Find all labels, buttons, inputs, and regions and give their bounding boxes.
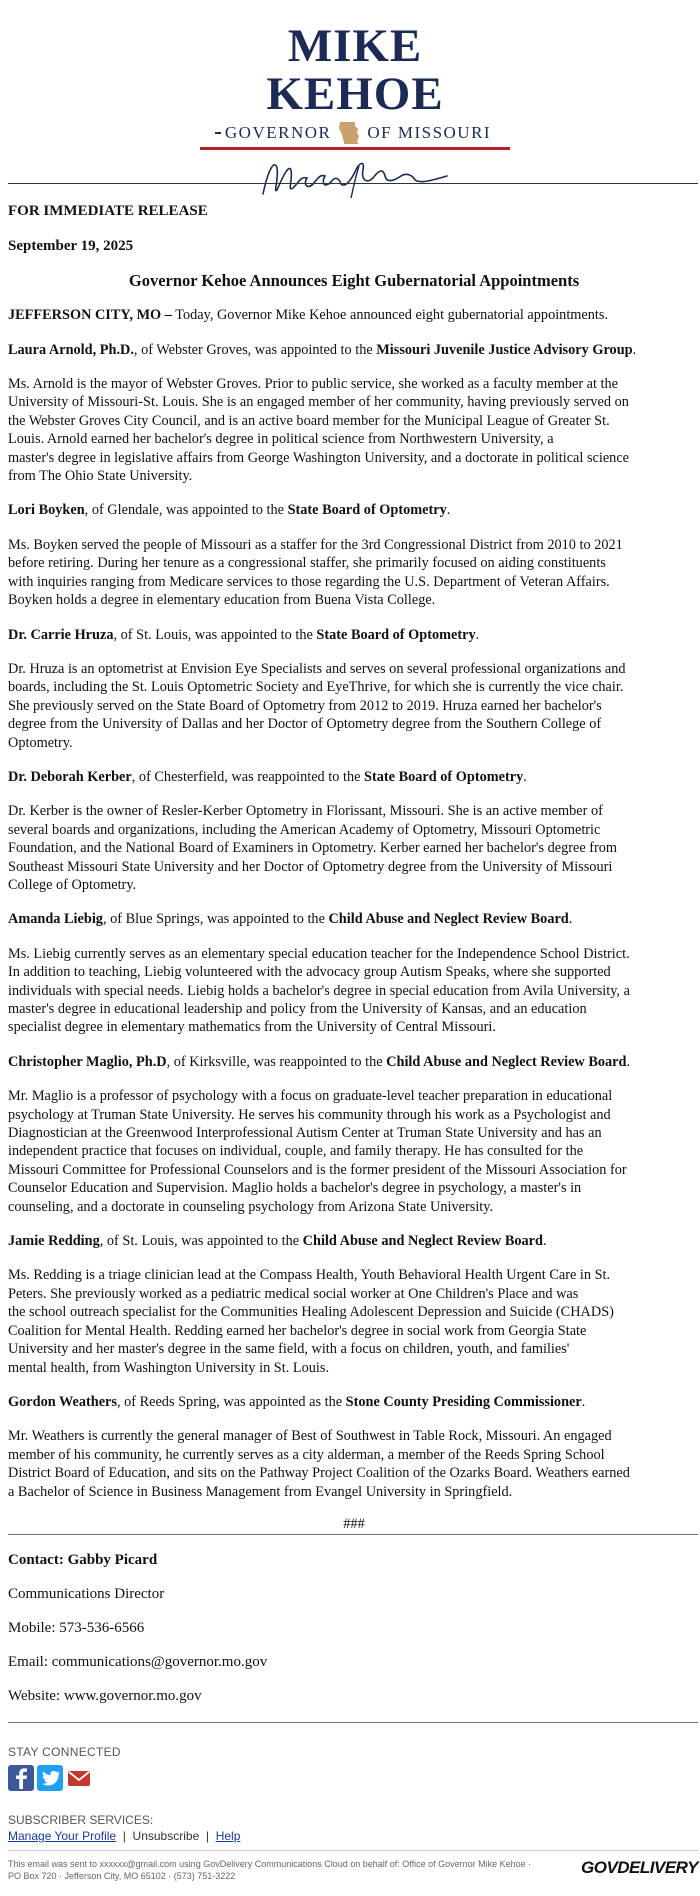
bio-line: master's degree in legislative affairs from George Washington University, and a doctorate in political science xyxy=(8,449,630,466)
period: . xyxy=(581,1393,586,1410)
bio-line: Mr. Maglio is a professor of psychology with a focus on graduate-level teacher preparation in educational xyxy=(8,1088,613,1105)
appointee-name: Laura Arnold, Ph.D. xyxy=(8,341,134,358)
contact-divider-top xyxy=(8,1534,698,1535)
dateline: JEFFERSON CITY, MO – xyxy=(8,307,172,324)
period: . xyxy=(542,1233,547,1250)
release-date: September 19, 2025 xyxy=(8,238,134,255)
stay-connected-label: STAY CONNECTED xyxy=(8,1745,121,1759)
appointment-announcement xyxy=(8,1053,700,1071)
bio-line: Mr. Weathers is currently the general manager of Best of Southwest in Table Rock, Missouri. An engaged xyxy=(8,1428,612,1445)
bio-line: psychology at Truman State University. He serves his community through his work as a Psychologist and xyxy=(8,1106,611,1123)
appointment-text: , of Reeds Spring, was appointed as the xyxy=(116,1393,346,1410)
logo-subtitle xyxy=(200,120,510,146)
email-icon[interactable] xyxy=(66,1765,92,1791)
missouri-state-icon xyxy=(338,120,360,146)
bio-line: before retiring. During her tenure as a congressional staffer, she primarily focused on aiding constituents xyxy=(8,555,606,572)
period: . xyxy=(446,502,451,519)
appointee-bio xyxy=(8,660,700,752)
bio-line: Foundation, and the National Board of Examiners in Optometry. Kerber earned her bachelor's degree from xyxy=(8,840,618,857)
link-divider: | xyxy=(122,1829,126,1843)
logo-name: MIKE KEHOE xyxy=(266,20,444,120)
appointment-text: , of Glendale, was appointed to the xyxy=(84,502,288,519)
contact-website: Website: www.governor.mo.gov xyxy=(8,1688,202,1704)
bio-line: Diagnostician at the Greenwood Interprofessional Autism Center at Truman State University and has an xyxy=(8,1125,602,1142)
appointee-bio xyxy=(8,802,700,894)
intro-paragraph xyxy=(8,306,700,324)
logo-of-missouri: OF MISSOURI xyxy=(367,123,492,142)
subscriber-links xyxy=(8,1829,240,1843)
bio-line: University of Missouri-St. Louis. She is an engaged member of her community, having previously served on xyxy=(8,394,629,411)
appointment-announcement xyxy=(8,501,700,519)
bio-line: specialist degree in elementary mathematics from the University of Central Missouri. xyxy=(8,1019,496,1036)
bio-line: Ms. Liebig currently serves as an elementary special education teacher for the Independence School District. xyxy=(8,945,630,962)
bio-line: the school outreach specialist for the Communities Healing Adolescent Depression and Suicide (CHADS) xyxy=(8,1304,614,1321)
contact-title: Communications Director xyxy=(8,1586,165,1602)
end-marker: ### xyxy=(343,1515,365,1532)
bio-line: Ms. Arnold is the mayor of Webster Groves. Prior to public service, she worked as a faculty member at the xyxy=(8,376,619,393)
appointee-name: Dr. Carrie Hruza xyxy=(8,626,114,643)
appointee-bio xyxy=(8,945,700,1037)
appointment-announcement xyxy=(8,626,700,644)
appointment-text: , of Webster Groves, was appointed to the xyxy=(133,341,377,358)
period: . xyxy=(475,626,480,643)
board-name: Child Abuse and Neglect Review Board xyxy=(328,911,569,928)
link-divider: | xyxy=(205,1829,210,1843)
board-name: Stone County Presiding Commissioner xyxy=(345,1393,582,1410)
contact-mobile: Mobile: 573-536-6566 xyxy=(8,1620,145,1636)
bio-line: several boards and organizations, including the American Academy of Optometry, Missouri Optometric xyxy=(8,821,601,838)
subscriber-services-label: SUBSCRIBER SERVICES: xyxy=(8,1813,154,1827)
bio-line: Missouri Committee for Professional Counselors and is the former president of the Missouri Association for xyxy=(8,1161,627,1178)
press-release-body xyxy=(8,200,700,1533)
logo-governor: GOVERNOR xyxy=(224,123,332,142)
bio-line: degree from the University of Dallas and her Doctor of Optometry degree from the Southern College of xyxy=(8,716,602,733)
appointment-announcement xyxy=(8,768,700,786)
appointee-name: Jamie Redding xyxy=(8,1233,100,1250)
bio-line: Dr. Hruza is an optometrist at Envision Eye Specialists and serves on several professional organizations and xyxy=(8,660,626,677)
appointment-text: , of St. Louis, was appointed to the xyxy=(99,1233,303,1250)
board-name: Child Abuse and Neglect Review Board xyxy=(386,1053,627,1070)
contact-name: Contact: Gabby Picard xyxy=(8,1552,158,1568)
bio-line: She previously served on the State Board of Optometry from 2012 to 2019. Hruza earned her bachelor's xyxy=(8,697,602,714)
unsubscribe-link[interactable]: Unsubscribe xyxy=(132,1829,200,1843)
bio-line: Dr. Kerber is the owner of Resler-Kerber Optometry in Florissant, Missouri. She is an active member of xyxy=(8,803,603,820)
intro-text: Today, Governor Mike Kehoe announced eight gubernatorial appointments. xyxy=(171,307,609,324)
appointee-name: Gordon Weathers xyxy=(8,1393,117,1410)
bio-line: master's degree in educational leadership and policy from the University of Kansas, and an education xyxy=(8,1001,587,1017)
facebook-icon[interactable] xyxy=(8,1765,34,1791)
contact-divider-bottom xyxy=(8,1722,698,1723)
appointee-name: Christopher Maglio, Ph.D xyxy=(8,1053,167,1070)
bio-line: mental health, from Washington University in St. Louis. xyxy=(8,1359,330,1376)
bio-line: Optometry. xyxy=(8,734,73,751)
appointee-bio xyxy=(8,1427,700,1501)
bio-line: Peters. She previously worked as a pediatric medical social worker at One Children's Place and was xyxy=(8,1285,579,1302)
govdelivery-logo[interactable]: GOVDELIVERY xyxy=(581,1858,698,1877)
board-name: Missouri Juvenile Justice Advisory Group xyxy=(376,341,633,358)
appointment-announcement xyxy=(8,341,700,359)
footer-divider xyxy=(8,1850,698,1851)
twitter-icon[interactable] xyxy=(37,1765,63,1791)
appointment-announcement xyxy=(8,1393,700,1411)
release-label: FOR IMMEDIATE RELEASE xyxy=(8,203,208,219)
bio-line: College of Optometry. xyxy=(8,876,137,893)
appointment-announcement xyxy=(8,910,700,928)
period: . xyxy=(626,1053,631,1070)
bio-line: Boyken holds a degree in elementary education from Buena Vista College. xyxy=(8,592,436,609)
period: . xyxy=(523,768,527,785)
bio-line: from The Ohio State University. xyxy=(8,468,193,485)
bio-line: member of his community, he currently serves as a city alderman, a member of the Reeds Spring School xyxy=(8,1446,605,1463)
contact-email: Email: communications@governor.mo.gov xyxy=(8,1654,268,1670)
board-name: State Board of Optometry xyxy=(364,768,524,785)
manage-profile-link[interactable]: Manage Your Profile xyxy=(8,1829,117,1843)
bio-line: Ms. Boyken served the people of Missouri as a staffer for the 3rd Congressional District from 2010 to 2021 xyxy=(8,536,623,553)
contact-block xyxy=(8,1552,267,1722)
release-headline: Governor Kehoe Announces Eight Gubernatorial Appointments xyxy=(128,270,580,290)
bio-line: Louis. Arnold earned her bachelor's degree in political science from Northwestern University, a xyxy=(8,431,554,448)
fine-print xyxy=(8,1858,531,1882)
bio-line: counseling, and a doctorate in counseling psychology from Arizona State University. xyxy=(8,1198,494,1215)
fine-print-line-2: PO Box 720 · Jefferson City, MO 65102 · (573) 751-3222 xyxy=(8,1871,236,1881)
bio-line: District Board of Education, and sits on the Pathway Project Coalition of the Ozarks Board. Weathers earned xyxy=(8,1465,630,1482)
period: . xyxy=(568,911,573,928)
bio-line: University and her master's degree in the same field, with a focus on children, youth, and families' xyxy=(8,1341,570,1358)
appointee-name: Lori Boyken xyxy=(8,502,85,519)
bio-line: with inquiries ranging from Medicare services to those regarding the U.S. Department of Veteran Affairs. xyxy=(8,573,610,590)
board-name: State Board of Optometry xyxy=(316,626,476,643)
header-divider xyxy=(8,183,698,184)
bio-line: Ms. Redding is a triage clinician lead at the Compass Health, Youth Behavioral Health Urgent Care in St. xyxy=(8,1267,611,1284)
appointee-name: Amanda Liebig xyxy=(8,911,103,928)
bio-line: individuals with special needs. Liebig holds a bachelor's degree in special education from Avila University, a xyxy=(8,982,630,999)
period: . xyxy=(632,341,637,358)
bio-line: independent practice that focuses on individual, couple, and family therapy. He has consulted for the xyxy=(8,1143,584,1160)
appointee-name: Dr. Deborah Kerber xyxy=(8,768,132,785)
appointment-text: , of Kirksville, was reappointed to the xyxy=(166,1053,387,1070)
fine-print-line-1: This email was sent to xxxxxx@gmail.com using GovDelivery Communications Cloud on behalf of: Office of Governor Mike Kehoe · xyxy=(8,1859,532,1869)
social-links xyxy=(8,1765,240,1791)
bio-line: a Bachelor of Science in Business Management from Evangel University in Springfield. xyxy=(8,1483,513,1500)
bio-line: Counselor Education and Supervision. Maglio holds a bachelor's degree in psychology, a master's in xyxy=(8,1180,582,1197)
governor-signature xyxy=(255,154,455,202)
subscriber-footer xyxy=(8,1745,240,1843)
bio-line: the Webster Groves City Council, and is an active board member for the Municipal League of Greater St. xyxy=(8,412,610,429)
appointment-text: , of Chesterfield, was reappointed to the xyxy=(131,768,365,785)
help-link[interactable]: Help xyxy=(215,1829,241,1843)
bio-line: Southeast Missouri State University and her Doctor of Optometry degree from the University of Missouri xyxy=(8,858,613,875)
bio-line: In addition to teaching, Liebig volunteered with the advocacy group Autism Speaks, where she supported xyxy=(8,964,611,981)
appointment-text: , of St. Louis, was appointed to the xyxy=(113,626,317,643)
appointee-bio xyxy=(8,1087,700,1216)
appointee-bio xyxy=(8,1266,700,1376)
board-name: Child Abuse and Neglect Review Board xyxy=(302,1233,543,1250)
bio-line: Coalition for Mental Health. Redding earned her bachelor's degree in social work from Georgia State xyxy=(8,1322,587,1339)
appointment-announcement xyxy=(8,1232,700,1250)
governor-logo xyxy=(200,22,510,152)
appointees-list xyxy=(8,341,700,1501)
appointee-bio xyxy=(8,375,700,485)
appointment-text: , of Blue Springs, was appointed to the xyxy=(102,911,329,928)
logo-red-rule xyxy=(200,147,510,150)
board-name: State Board of Optometry xyxy=(287,502,447,519)
appointee-bio xyxy=(8,536,700,610)
bio-line: boards, including the St. Louis Optometric Society and EyeThrive, for which she is currently the vice chair. xyxy=(8,679,624,696)
